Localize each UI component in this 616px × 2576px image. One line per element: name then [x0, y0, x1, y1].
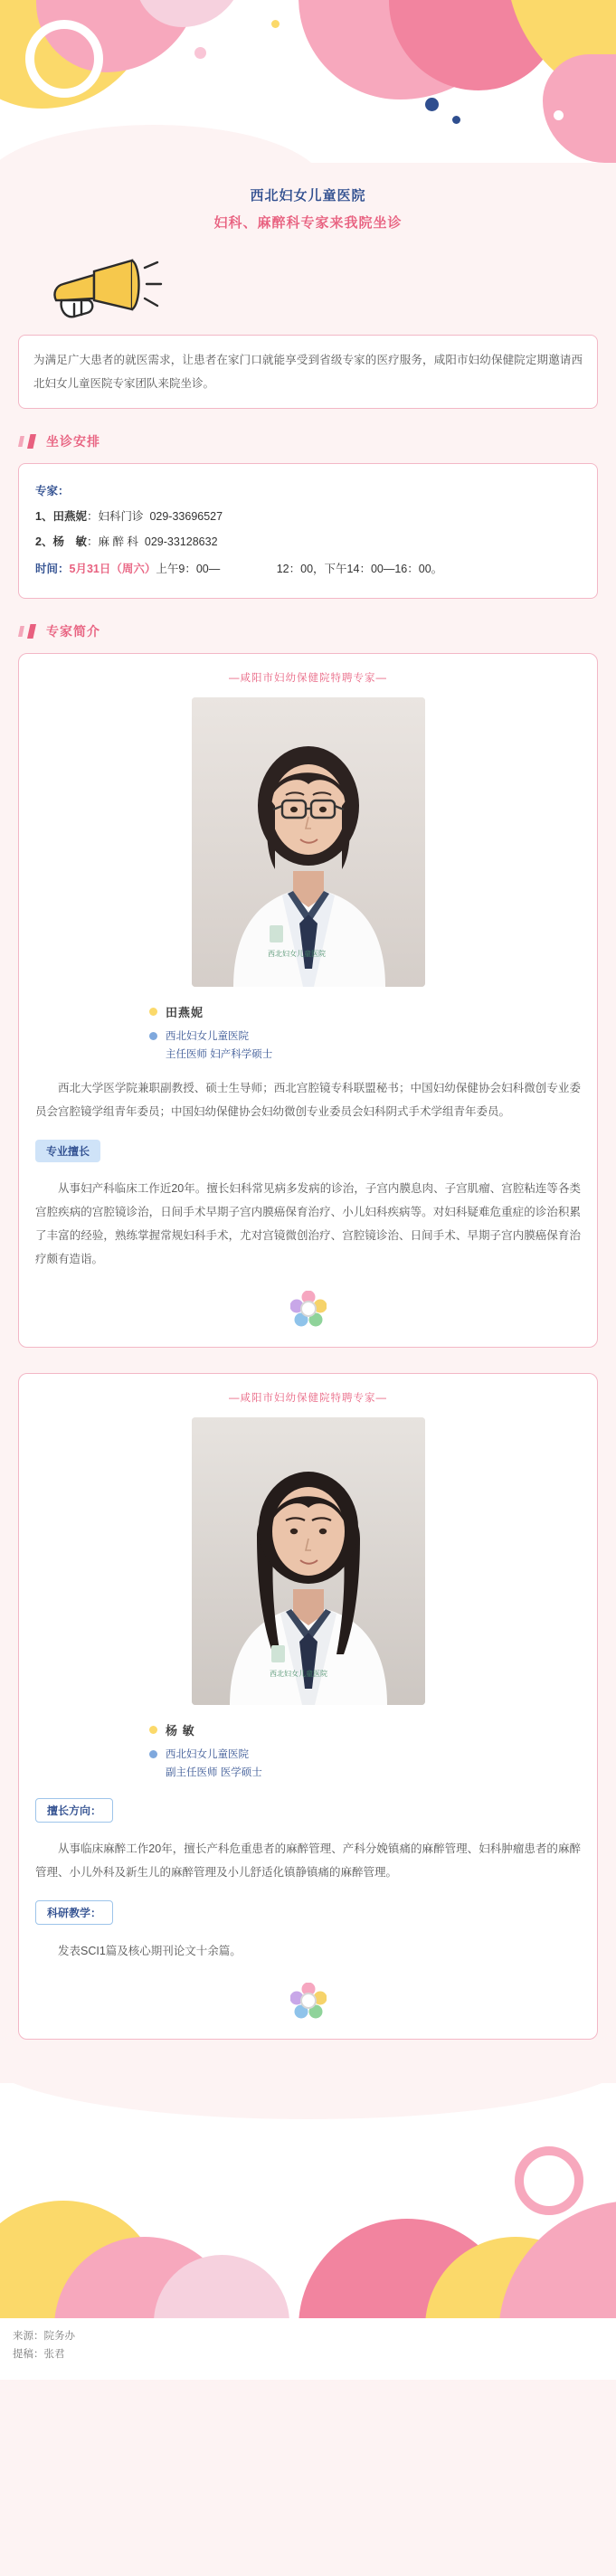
- expert-1-speciality-tag: 专业擅长: [35, 1140, 100, 1162]
- footer-source: 来源：院务办: [13, 2331, 75, 2342]
- schedule-row-1-index: 1、: [35, 510, 53, 523]
- schedule-row-2-sep: ：: [86, 535, 99, 548]
- schedule-row-1-dept: 妇科门诊: [98, 510, 144, 523]
- expert-1-affiliation-line1: 西北妇女儿童医院: [166, 1031, 249, 1042]
- expert-2-name: 杨 敏: [166, 1724, 195, 1738]
- schedule-row-2-dept: 麻 醉 科: [98, 535, 138, 548]
- schedule-row-2-name: 杨 敏: [52, 535, 87, 548]
- deco-wave: [0, 125, 326, 163]
- flower-divider-icon: [290, 1291, 327, 1327]
- expert-2-name-row: [33, 1721, 583, 1738]
- expert-2-tag: —咸阳市妇幼保健院特聘专家—: [229, 1393, 387, 1404]
- bullet-icon-2: [149, 1726, 157, 1734]
- schedule-row-1-phone: 029-33696527: [149, 510, 223, 523]
- expert-1-intro: 西北大学医学院兼职副教授、硕士生导师；西北宫腔镜专科联盟秘书；中国妇幼保健协会妇科微创专业委员会宫腔镜学组青年委员；中国妇幼保健协会妇幼微创专业委员会妇科阴式手术学组青年委员。: [35, 1082, 581, 1118]
- deco-dot-4: [452, 116, 460, 124]
- schedule-time-row: [35, 556, 581, 582]
- content-area: [0, 163, 616, 2074]
- schedule-time-date: 5月31日（周六）: [69, 563, 156, 575]
- title-hospital: 西北妇女儿童医院: [250, 188, 366, 204]
- deco-ring-icon: [25, 20, 103, 98]
- megaphone-illustration-wrap: [13, 244, 603, 329]
- expert-2-photo: [192, 1417, 425, 1705]
- schedule-row-1: [35, 504, 581, 529]
- expert-2-affiliation: [166, 1746, 262, 1782]
- schedule-row-1-sep: ：: [86, 510, 99, 523]
- schedule-row-2-phone: 029-33128632: [144, 535, 218, 548]
- bullet-icon: [149, 1008, 157, 1016]
- expert-1-affiliation-row: [33, 1028, 583, 1064]
- expert-2-affiliation-row: [33, 1746, 583, 1782]
- title-subject: 妇科、麻醉科专家来我院坐诊: [213, 215, 403, 231]
- schedule-time-label: 时间：: [35, 563, 70, 575]
- schedule-row-2-index: 2、: [35, 535, 53, 548]
- expert-1-photo: [192, 697, 425, 987]
- bullet-icon-blue: [149, 1032, 157, 1040]
- notice-box: 为满足广大患者的就医需求，让患者在家门口就能享受到省级专家的医疗服务，咸阳市妇幼保健院定期邀请西北妇女儿童医院专家团队来院坐诊。: [18, 335, 598, 409]
- expert-2-speciality-text: 从事临床麻醉工作20年，擅长产科危重患者的麻醉管理、产科分娩镇痛的麻醉管理、妇科肿瘤患者的麻醉管理、小儿外科及新生儿的麻醉管理及小儿舒适化镇静镇痛的麻醉管理。: [35, 1842, 581, 1879]
- expert-card-1: [18, 653, 598, 1348]
- expert-2-research-text: 发表SCI1篇及核心期刊论文十余篇。: [58, 1945, 242, 1957]
- bottom-decoration: [0, 2083, 616, 2318]
- section-title-profile: 专家简介: [46, 624, 100, 639]
- section-heading-schedule: [18, 432, 603, 450]
- top-decoration: [0, 0, 616, 163]
- deco-dot-2: [271, 20, 280, 28]
- expert-1-name-row: [33, 1003, 583, 1020]
- expert-1-speciality-text: 从事妇产科临床工作近20年。擅长妇科常见病多发病的诊治，子宫内膜息肉、子宫肌瘤、宫腔粘连等各类宫腔疾病的宫腔镜诊治，日间手术早期子宫内膜癌保育治疗、小儿妇科疾病等。对妇科疑难危重症的诊治积累了丰富的经验，熟练掌握常规妇科手术，尤对宫镜微创治疗、宫腔镜诊治、日间手术、早期子宫内膜癌保育治疗颇有造诣。: [35, 1182, 581, 1265]
- deco-ring-icon-2: [515, 2146, 583, 2215]
- deco-dot-3: [425, 98, 439, 111]
- footer: [0, 2318, 616, 2380]
- expert-2-affiliation-line2: 副主任医师 医学硕士: [166, 1767, 262, 1778]
- megaphone-icon: [43, 253, 179, 326]
- schedule-box: [18, 463, 598, 599]
- heading-marker-icon-2: [18, 624, 39, 639]
- expert-card-2: [18, 1373, 598, 2040]
- expert-1-affiliation: [166, 1028, 272, 1064]
- schedule-time-value: 上午9：00— 12：00，下午14：00—16：00。: [156, 563, 443, 575]
- page-title: [13, 163, 603, 244]
- expert-1-affiliation-line2: 主任医师 妇产科学硕士: [166, 1049, 273, 1060]
- expert-2-speciality-tag: 擅长方向：: [35, 1798, 113, 1823]
- heading-marker-icon: [18, 434, 39, 449]
- expert-1-name: 田燕妮: [166, 1006, 204, 1019]
- schedule-row-1-name: 田燕妮: [52, 510, 87, 523]
- expert-1-tag: —咸阳市妇幼保健院特聘专家—: [229, 673, 387, 684]
- expert-2-research-tag: 科研教学：: [35, 1900, 113, 1925]
- footer-editor: 提稿：张君: [13, 2349, 65, 2360]
- svg-text:西北妇女儿童医院: 西北妇女儿童医院: [267, 950, 326, 958]
- schedule-experts-label: 专家：: [35, 485, 70, 497]
- section-title-schedule: 坐诊安排: [46, 434, 100, 449]
- section-heading-profile: [18, 622, 603, 640]
- deco-wave-bottom: [0, 2083, 616, 2119]
- deco-dot-5: [554, 110, 564, 120]
- bullet-icon-blue-2: [149, 1750, 157, 1758]
- expert-2-affiliation-line1: 西北妇女儿童医院: [166, 1749, 249, 1760]
- schedule-row-2: [35, 529, 581, 554]
- flower-divider-icon-2: [290, 1983, 327, 2019]
- deco-shape-pink-corner: [543, 54, 616, 163]
- svg-text:西北妇女儿童医院: 西北妇女儿童医院: [269, 1670, 327, 1678]
- deco-dot-1: [194, 47, 206, 59]
